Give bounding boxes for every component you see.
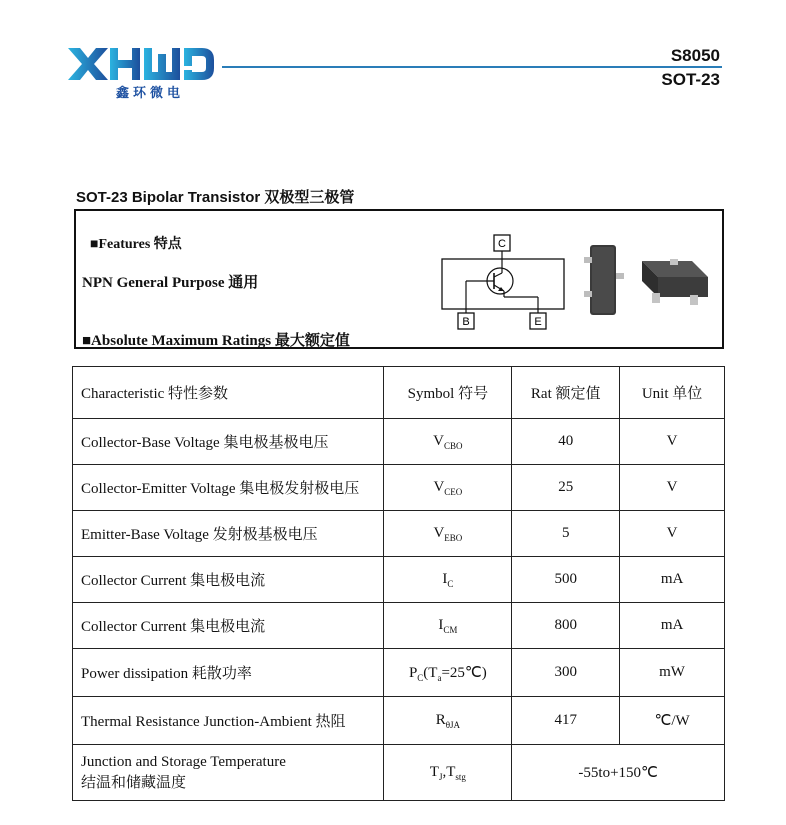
- part-number: S8050: [670, 46, 720, 65]
- row-symbol: $I_C$: [384, 557, 512, 603]
- table-header-row: [73, 367, 725, 419]
- row-value: 25: [512, 465, 620, 511]
- ratings-label: ■Absolute Maximum Ratings 最大额定值: [82, 333, 350, 349]
- table-row: [73, 697, 725, 745]
- logo-chinese-text: 鑫环微电: [116, 86, 185, 101]
- row-symbol: $T_J,T_{stg}$: [384, 745, 512, 801]
- row-characteristic: Collector-Base Voltage 集电极基极电压: [73, 419, 384, 465]
- row-symbol: $P_C(T_a=25℃)$: [384, 649, 512, 697]
- table-row: [73, 603, 725, 649]
- row-value: 800: [512, 603, 620, 649]
- features-box: [74, 209, 724, 349]
- row-characteristic: [73, 745, 384, 801]
- row-characteristic: Collector-Emitter Voltage 集电极发射极电压: [73, 465, 384, 511]
- ratings-table: [72, 366, 725, 801]
- row-symbol: $V_{EBO}$: [384, 511, 512, 557]
- row-unit: ℃/W: [620, 697, 725, 745]
- row-symbol: $R_{\theta JA}$: [384, 697, 512, 745]
- header-symbol: Symbol 符号: [384, 367, 512, 419]
- row-value: 300: [512, 649, 620, 697]
- row-symbol: $V_{CBO}$: [384, 419, 512, 465]
- row-unit: mA: [620, 557, 725, 603]
- row-unit: V: [620, 465, 725, 511]
- row-characteristic: Power dissipation 耗散功率: [73, 649, 384, 697]
- package-photo: [582, 241, 712, 319]
- table-row: [73, 557, 725, 603]
- features-description: NPN General Purpose 通用: [82, 275, 259, 291]
- row-unit: mA: [620, 603, 725, 649]
- pin-c-label: C: [498, 238, 506, 250]
- row-unit: V: [620, 511, 725, 557]
- row-value: 5: [512, 511, 620, 557]
- row-characteristic: Collector Current 集电极电流: [73, 557, 384, 603]
- header-rule: [222, 66, 722, 68]
- transistor-schematic: [440, 233, 566, 333]
- row-characteristic-line2: 结温和储藏温度: [81, 774, 187, 791]
- row-characteristic: Thermal Resistance Junction-Ambient 热阻: [73, 697, 384, 745]
- row-symbol: $I_{CM}$: [384, 603, 512, 649]
- row-unit: V: [620, 419, 725, 465]
- table-row: [73, 419, 725, 465]
- table-row: [73, 511, 725, 557]
- row-unit: mW: [620, 649, 725, 697]
- section-title: SOT-23 Bipolar Transistor 双极型三极管: [76, 189, 355, 206]
- table-row: [73, 745, 725, 801]
- row-value: 500: [512, 557, 620, 603]
- row-characteristic: Emitter-Base Voltage 发射极基极电压: [73, 511, 384, 557]
- header-unit: Unit 单位: [620, 367, 725, 419]
- package-name: SOT-23: [661, 70, 720, 89]
- row-value: 40: [512, 419, 620, 465]
- pin-e-label: E: [534, 316, 542, 328]
- row-characteristic-line1: Junction and Storage Temperature: [81, 753, 286, 770]
- pin-b-label: B: [462, 316, 470, 328]
- header-characteristic: Characteristic 特性参数: [73, 367, 384, 419]
- row-symbol: $V_{CEO}$: [384, 465, 512, 511]
- row-value: -55to+150℃: [512, 745, 725, 801]
- table-row: [73, 649, 725, 697]
- row-characteristic: Collector Current 集电极电流: [73, 603, 384, 649]
- features-label: ■Features 特点: [90, 237, 182, 252]
- table-row: [73, 465, 725, 511]
- header-rating: Rat 额定值: [512, 367, 620, 419]
- row-value: 417: [512, 697, 620, 745]
